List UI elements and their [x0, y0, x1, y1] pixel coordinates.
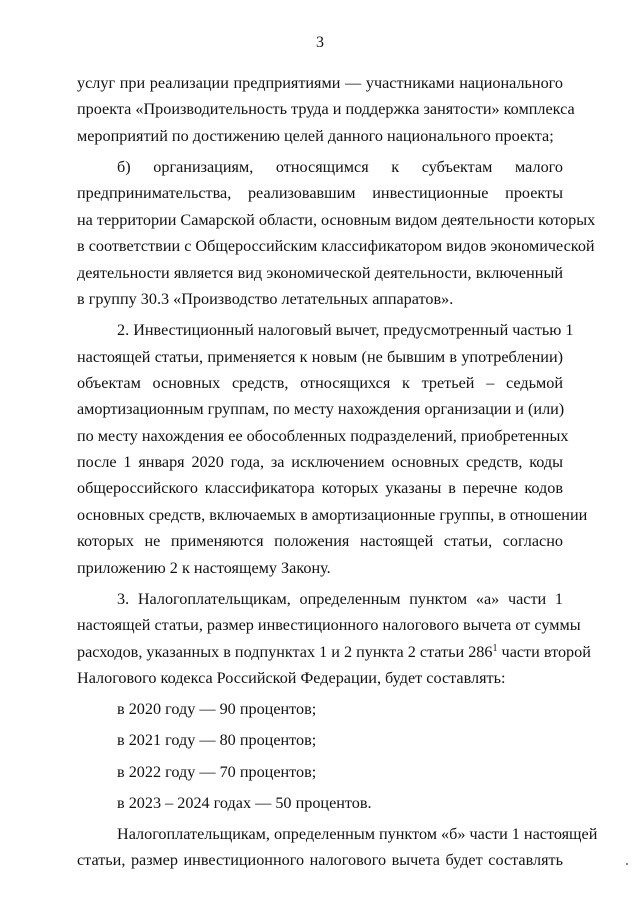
text-line-with-superscript — [77, 639, 591, 665]
text-line: которых не применяются положения настоящей статьи, согласно — [77, 532, 563, 551]
superscript: 1 — [492, 642, 498, 654]
text-line: услуг при реализации предприятиями — участниками национального — [77, 74, 563, 92]
text-line: деятельности является вид экономической деятельности, включенный — [77, 263, 563, 282]
text-line: в группу 30.3 «Производство летательных аппаратов». — [77, 289, 454, 308]
text-line: на территории Самарской области, основным видом деятельности которых — [77, 210, 596, 229]
rate-list-item: в 2023 – 2024 годах — 50 процентов. — [117, 793, 372, 812]
text-line: статьи, размер инвестиционного налогового вычета будет составлять — [77, 851, 563, 870]
text-line: проекта «Производительность труда и поддержка занятости» комплекса — [77, 100, 575, 119]
text-line: общероссийского классификатора которых указаны в перечне кодов — [77, 479, 563, 498]
text-line: настоящей статьи, применяется к новым (не бывшим в употреблении) — [77, 347, 563, 366]
text-fragment: расходов, указанных в подпунктах 1 и 2 пункта 2 статьи 286 — [77, 642, 493, 661]
text-line: настоящей статьи, размер инвестиционного налогового вычета от суммы — [77, 616, 581, 635]
text-fragment: части второй — [497, 642, 591, 661]
page-number: 3 — [316, 34, 324, 51]
paragraph-item-b-rates — [77, 821, 598, 874]
text-line: амортизационным группам, по месту нахождения организации и (или) — [77, 400, 565, 419]
text-line: 2. Инвестиционный налоговый вычет, предусмотренный частью 1 — [117, 321, 574, 340]
text-line: предпринимательства, реализовавшим инвестиционные проекты — [77, 184, 563, 203]
document-body — [77, 70, 598, 874]
text-line: в соответствии с Общероссийским классификатором видов экономической — [77, 237, 595, 256]
paragraph-continuation — [77, 70, 575, 149]
text-line: объектам основных средств, относящихся к третьей – седьмой — [77, 373, 563, 392]
paragraph-clause-2 — [77, 317, 588, 581]
rate-list-item: в 2022 году — 70 процентов; — [117, 762, 317, 781]
text-line: после 1 января 2020 года, за исключением основных средств, коды — [77, 453, 563, 472]
text-line: Налогового кодекса Российской Федерации, будет составлять: — [77, 668, 506, 687]
text-line: б) организациям, относящимся к субъектам малого — [117, 157, 563, 176]
scan-speck — [626, 863, 628, 865]
text-line: основных средств, включаемых в амортизационные группы, в отношении — [77, 505, 588, 524]
paragraph-clause-3 — [77, 586, 591, 692]
text-line: приложению 2 к настоящему Закону. — [77, 558, 331, 577]
rate-list-item: в 2021 году — 80 процентов; — [117, 731, 317, 750]
text-line: Налогоплательщикам, определенным пунктом «б» части 1 настоящей — [117, 824, 598, 843]
text-line: 3. Налогоплательщикам, определенным пунктом «а» части 1 — [117, 589, 563, 608]
paragraph-item-b — [77, 154, 596, 312]
text-line: по месту нахождения ее обособленных подразделений, приобретенных — [77, 426, 569, 445]
text-line: мероприятий по достижению целей данного национального проекта; — [77, 126, 554, 145]
rate-list-item: в 2020 году — 90 процентов; — [117, 700, 317, 719]
